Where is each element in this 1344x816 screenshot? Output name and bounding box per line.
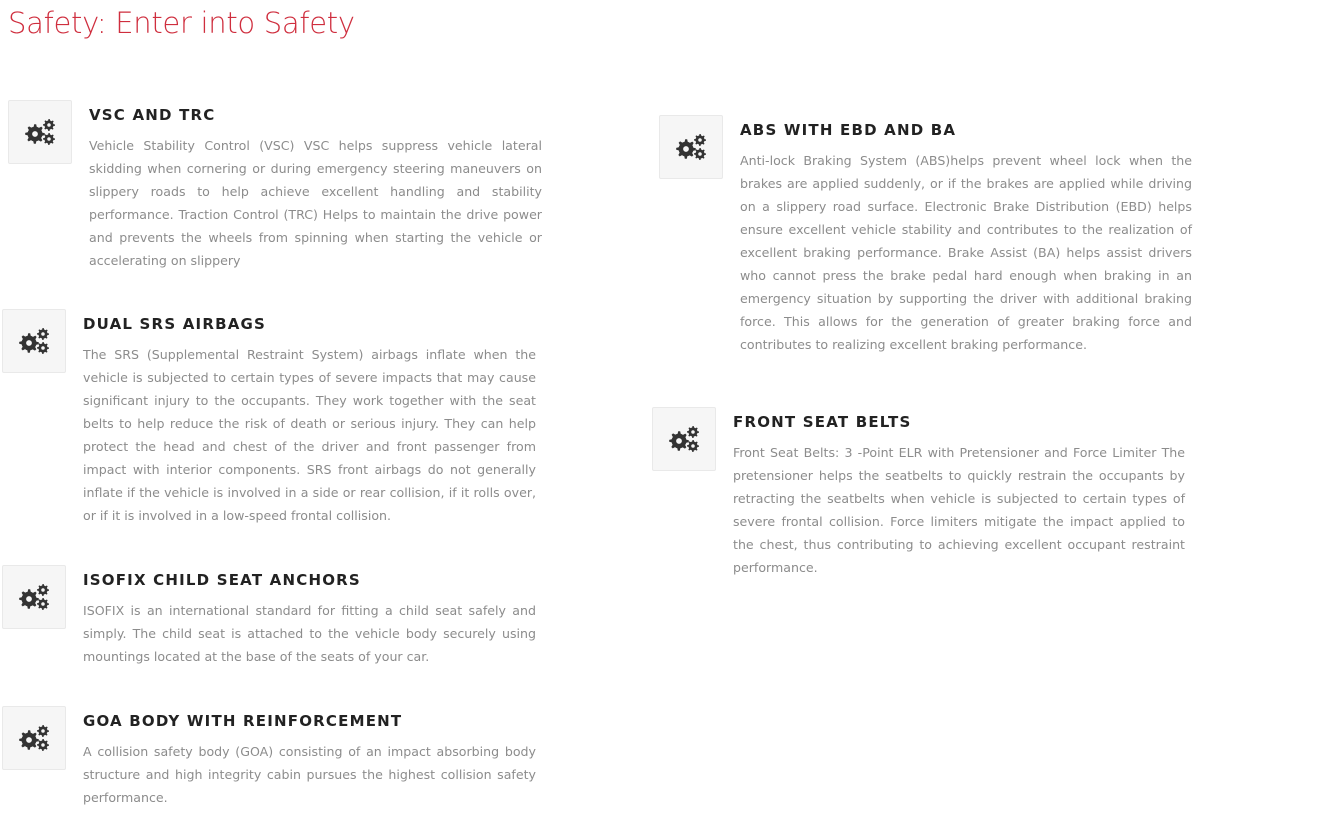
feature-abs-ebd-ba (659, 115, 1193, 365)
gears-icon (2, 309, 66, 373)
gears-icon (659, 115, 723, 179)
page-title: Safety: Enter into Safety (8, 6, 355, 40)
gears-icon (8, 100, 72, 164)
feature-goa-body (2, 706, 536, 814)
feature-description: A collision safety body (GOA) consisting of an impact absorbing body structure and high integrity cabin pursues the highest collision safety performance. (83, 744, 536, 805)
feature-title: FRONT SEAT BELTS (733, 413, 912, 431)
feature-title: ABS WITH EBD AND BA (740, 121, 957, 139)
feature-vsc-trc (8, 100, 542, 280)
feature-description: Front Seat Belts: 3 -Point ELR with Pretensioner and Force Limiter The pretensioner helps the seatbelts to quickly restrain the occupants by retracting the seatbelts when vehicle is subjected to certain types of severe frontal collision. Force limiters mitigate the impact applied to the chest, thus contributing to achieving excellent occupant restraint performance. (733, 445, 1185, 575)
feature-isofix (2, 565, 536, 675)
gears-icon (2, 565, 66, 629)
gears-icon (652, 407, 716, 471)
feature-front-seat-belts (652, 407, 1186, 587)
feature-dual-srs-airbags (2, 309, 536, 539)
feature-description: Vehicle Stability Control (VSC) VSC helps suppress vehicle lateral skidding when cornering or during emergency steering maneuvers on slippery roads to help achieve excellent handling and stability performance. Traction Control (TRC) Helps to maintain the drive power and prevents the wheels from spinning when starting the vehicle or accelerating on slippery (89, 138, 542, 268)
gears-icon (2, 706, 66, 770)
feature-title: DUAL SRS AIRBAGS (83, 315, 267, 333)
feature-title: GOA BODY WITH REINFORCEMENT (83, 712, 403, 730)
feature-description: Anti-lock Braking System (ABS)helps prevent wheel lock when the brakes are applied suddenly, or if the brakes are applied while driving on a slippery road surface. Electronic Brake Distribution (EBD) helps ensure excellent vehicle stability and contributes to the realization of excellent braking performance. Brake Assist (BA) helps assist drivers who cannot press the brake pedal hard enough when braking in an emergency situation by supporting the driver with additional braking force. This allows for the generation of greater braking force and contributes to realizing excellent braking performance. (740, 153, 1192, 352)
feature-description: ISOFIX is an international standard for fitting a child seat safely and simply. The child seat is attached to the vehicle body securely using mountings located at the base of the seats of your car. (83, 603, 536, 664)
feature-title: ISOFIX CHILD SEAT ANCHORS (83, 571, 361, 589)
feature-title: VSC AND TRC (89, 106, 216, 124)
feature-description: The SRS (Supplemental Restraint System) airbags inflate when the vehicle is subjected to certain types of severe impacts that may cause significant injury to the occupants. They work together with the seat belts to help reduce the risk of death or serious injury. They can help protect the head and chest of the driver and front passenger from impact with interior components. SRS front airbags do not generally inflate if the vehicle is involved in a side or rear collision, if it rolls over, or if it is involved in a low-speed frontal collision. (83, 347, 536, 523)
